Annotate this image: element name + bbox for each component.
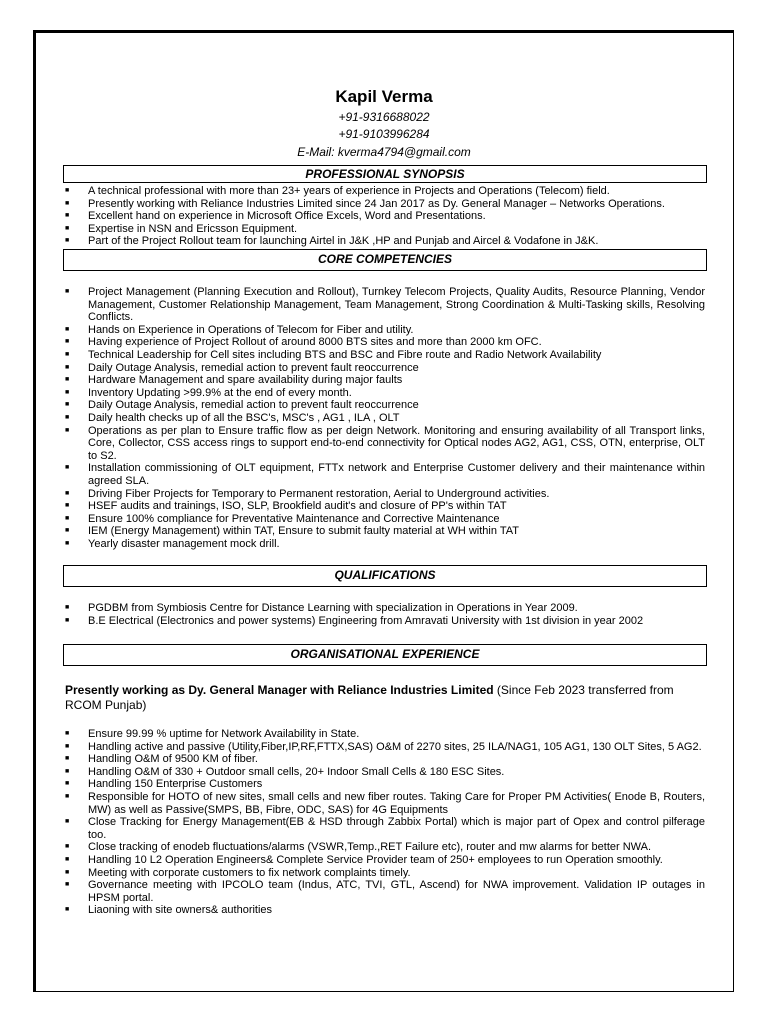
list-item [65,791,705,816]
section-professional-synopsis: PROFESSIONAL SYNOPSIS [63,165,707,183]
list-item-text: Presently working with Reliance Industries Limited since 24 Jan 2017 as Dy. General Manager – Networks Operations. [88,197,665,210]
list-item [65,362,705,375]
bullet-square-icon: ■ [65,730,70,737]
list-item [65,387,705,400]
bullet-square-icon: ■ [65,388,70,396]
bullet-square-icon: ■ [65,426,70,434]
list-item [65,525,705,538]
bullet-square-icon: ■ [65,818,70,826]
list-item-text: Close tracking of enodeb fluctuations/alarms (VSWR,Temp.,RET Failure etc), router and mw alarms for better NWA. [88,841,652,854]
list-item-text: Part of the Project Rollout team for launching Airtel in J&K ,HP and Punjab and Aircel & Vodafone in J&K. [88,235,599,248]
current-role-heading [65,683,705,713]
bullet-square-icon: ■ [65,237,70,245]
list-item-text: Ensure 99.99 % uptime for Network Availability in State. [88,728,360,740]
list-item [65,867,705,880]
bullet-square-icon: ■ [65,742,70,750]
bullet-square-icon: ■ [65,855,70,863]
list-item [65,753,705,766]
synopsis-list [65,185,705,248]
list-item [65,374,705,387]
bullet-square-icon: ■ [65,224,70,232]
bullet-square-icon: ■ [65,604,70,611]
list-item-text: Daily Outage Analysis, remedial action to prevent fault reoccurrence [88,399,419,412]
bullet-square-icon: ■ [65,514,70,522]
list-item [65,602,705,615]
list-item [65,488,705,501]
list-item-text: Driving Fiber Projects for Temporary to Permanent restoration, Aerial to Underground activities. [88,487,550,500]
bullet-square-icon: ■ [65,199,70,207]
competencies-list [65,286,705,550]
list-item-text: Handling O&M of 330 + Outdoor small cells, 20+ Indoor Small Cells & 180 ESC Sites. [88,765,505,778]
experience-list [65,728,705,917]
list-item [65,728,705,741]
bullet-square-icon: ■ [65,187,70,194]
list-item-text: Technical Leadership for Cell sites including BTS and BSC and Fibre route and Radio Network Availability [88,348,602,361]
list-item-text: Having experience of Project Rollout of around 8000 BTS sites and more than 2000 km OFC. [88,336,542,349]
bullet-square-icon: ■ [65,464,70,472]
list-item [65,879,705,904]
list-item-text: Responsible for HOTO of new sites, small cells and new fiber routes. Taking Care for Proper PM Activities( Enode B, Routers, MW) as well as Passive(SMPS, BB, Fibre, ODC, SAS) for 4G Equipments [88,790,705,816]
list-item-text: Yearly disaster management mock drill. [88,537,280,550]
list-item-text: A technical professional with more than 23+ years of experience in Projects and Operations (Telecom) field. [88,185,610,197]
bullet-square-icon: ■ [65,616,70,624]
bullet-square-icon: ■ [65,338,70,346]
candidate-name: Kapil Verma [335,87,433,106]
list-item-text: Expertise in NSN and Ericsson Equipment. [88,222,298,235]
section-core-competencies: CORE COMPETENCIES [63,249,707,271]
bullet-square-icon: ■ [65,906,70,914]
list-item [65,336,705,349]
list-item-text: Close Tracking for Energy Management(EB & HSD through Zabbix Portal) which is major part of Opex and control pilferage too. [88,816,705,841]
current-role-title: Presently working as Dy. General Manager with Reliance Industries Limited [65,683,494,697]
list-item-text: B.E Electrical (Electronics and power systems) Engineering from Amravati University with 1st division in year 2002 [88,614,644,627]
list-item [65,235,705,248]
bullet-square-icon: ■ [65,792,70,800]
section-qualifications: QUALIFICATIONS [63,565,707,587]
list-item-text: Handling 10 L2 Operation Engineers& Complete Service Provider team of 250+ employees to run Operation smoothly. [88,853,663,866]
list-item-text: HSEF audits and trainings, ISO, SLP, Brookfield audit's and closure of PP's within TAT [88,500,507,513]
qualifications-list [65,602,705,627]
phone-secondary: +91-9103996284 [338,127,430,141]
list-item [65,841,705,854]
bullet-square-icon: ■ [65,363,70,371]
list-item [65,741,705,754]
email-line: E-Mail: kverma4794@gmail.com [297,145,471,159]
list-item [65,286,705,324]
current-role-period: (Since Feb 2023 transferred from RCOM Punjab) [65,683,674,712]
list-item-text: Handling 150 Enterprise Customers [88,778,263,791]
list-item [65,462,705,487]
list-item [65,324,705,337]
list-item [65,425,705,463]
list-item [65,185,705,198]
bullet-square-icon: ■ [65,376,70,384]
bullet-square-icon: ■ [65,350,70,358]
bullet-square-icon: ■ [65,539,70,547]
bullet-square-icon: ■ [65,843,70,851]
list-item-text: Project Management (Planning Execution and Rollout), Turnkey Telecom Projects, Quality Audits, Resource Planning, Vendor Management, Customer Relationship Management, Team Management, Strong Coordination & Multi-Tasking skills, Resolving Conflicts. [88,286,705,324]
list-item [65,223,705,236]
list-item [65,349,705,362]
list-item-text: Handling O&M of 9500 KM of fiber. [88,753,258,766]
list-item [65,538,705,551]
list-item-text: Hardware Management and spare availability during major faults [88,374,403,387]
list-item-text: Hands on Experience in Operations of Telecom for Fiber and utility. [88,323,414,336]
list-item-text: Handling active and passive (Utility,Fiber,IP,RF,FTTX,SAS) O&M of 2270 sites, 25 ILA/NAG1, 105 AG1, 130 OLT Sites, 5 AG2. [88,740,702,753]
section-organisational-experience: ORGANISATIONAL EXPERIENCE [63,644,707,666]
bullet-square-icon: ■ [65,780,70,788]
list-item-text: Governance meeting with IPCOLO team (Indus, ATC, TVI, GTL, Ascend) for NWA improvement. Validation IP outages in HPSM portal. [88,879,705,904]
list-item-text: Liaoning with site owners& authorities [88,904,273,917]
bullet-square-icon: ■ [65,413,70,421]
list-item [65,210,705,223]
list-item [65,904,705,917]
list-item [65,198,705,211]
list-item [65,766,705,779]
list-item [65,500,705,513]
bullet-square-icon: ■ [65,868,70,876]
list-item-text: Ensure 100% compliance for Preventative Maintenance and Corrective Maintenance [88,512,500,525]
list-item [65,399,705,412]
bullet-square-icon: ■ [65,212,70,220]
phone-primary: +91-9316688022 [338,110,430,124]
list-item [65,513,705,526]
bullet-square-icon: ■ [65,502,70,510]
list-item [65,412,705,425]
bullet-square-icon: ■ [65,401,70,409]
list-item-text: Daily health checks up of all the BSC's, MSC's , AG1 , ILA , OLT [88,411,400,424]
list-item [65,854,705,867]
bullet-square-icon: ■ [65,527,70,535]
list-item [65,615,705,628]
list-item-text: Installation commissioning of OLT equipment, FTTx network and Enterprise Customer delivery and their maintenance within agreed SLA. [88,462,705,487]
list-item-text: IEM (Energy Management) within TAT, Ensure to submit faulty material at WH within TAT [88,525,519,538]
list-item [65,816,705,841]
list-item [65,778,705,791]
bullet-square-icon: ■ [65,755,70,763]
list-item-text: Inventory Updating >99.9% at the end of every month. [88,386,352,399]
bullet-square-icon: ■ [65,489,70,497]
list-item-text: Meeting with corporate customers to fix network complaints timely. [88,866,411,879]
list-item-text: PGDBM from Symbiosis Centre for Distance Learning with specialization in Operations in Year 2009. [88,602,578,614]
bullet-square-icon: ■ [65,288,70,295]
list-item-text: Excellent hand on experience in Microsoft Office Excels, Word and Presentations. [88,210,486,223]
bullet-square-icon: ■ [65,767,70,775]
list-item-text: Daily Outage Analysis, remedial action to prevent fault reoccurrence [88,361,419,374]
bullet-square-icon: ■ [65,325,70,333]
bullet-square-icon: ■ [65,881,70,889]
list-item-text: Operations as per plan to Ensure traffic flow as per deign Network. Monitoring and ensuring availability of all Transport links, Core, Collector, CSS access rings to support end-to-end connectivity for Optical nodes AG2, AG1, CSS, OTN, enterprise, OLT to S2. [88,424,705,462]
